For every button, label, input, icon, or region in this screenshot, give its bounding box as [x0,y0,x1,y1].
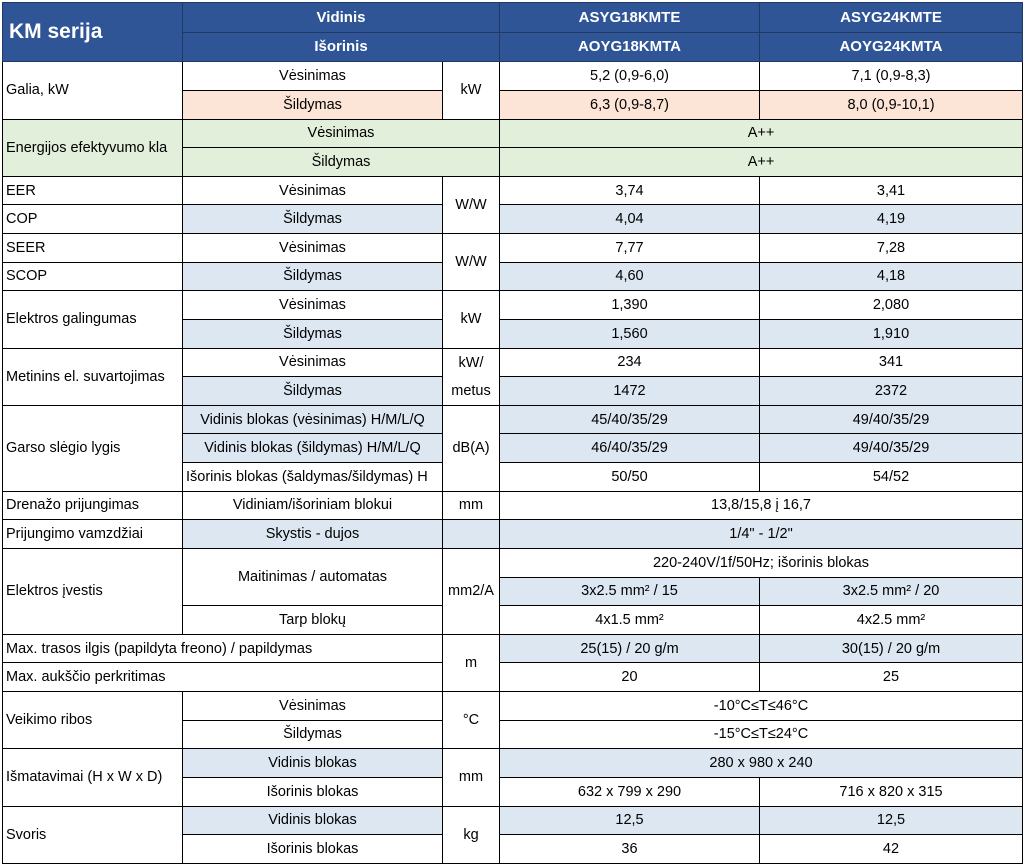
el-input-label: Elektros įvestis [3,548,183,634]
weight-indoor-a: 12,5 [500,806,760,835]
eer-label: EER [3,176,183,205]
el-input-supply-note: 220-240V/1f/50Hz; išorinis blokas [500,548,1023,577]
drain-unit: mm [443,491,500,520]
power-cool-label: Vėsinimas [183,62,443,91]
pipe-len-label: Max. trasos ilgis (papildyta freono) / papildymas [3,634,443,663]
scop-heat-label: Šildymas [183,262,443,291]
dims-outdoor-label: Išorinis blokas [183,777,443,806]
el-input-supply-b: 3x2.5 mm² / 20 [760,577,1023,606]
annual-heat-b: 2372 [760,377,1023,406]
eer-cop-unit: W/W [443,176,500,233]
pipes-sub: Skystis - dujos [183,520,443,549]
table-row [3,491,1023,520]
energy-class-label: Energijos efektyvumo kla [3,119,183,176]
range-heat-value: -15°C≤T≤24°C [500,720,1023,749]
sound-ic-a: 45/40/35/29 [500,405,760,434]
cop-heat-label: Šildymas [183,205,443,234]
power-cool-a: 5,2 (0,9-6,0) [500,62,760,91]
dims-label: Išmatavimai (H x W x D) [3,749,183,806]
drain-value: 13,8/15,8 į 16,7 [500,491,1023,520]
table-row [3,262,1023,291]
sound-label: Garso slėgio lygis [3,405,183,491]
scop-b: 4,18 [760,262,1023,291]
sound-outdoor-label: Išorinis blokas (šaldymas/šildymas) H [183,463,443,492]
cop-label: COP [3,205,183,234]
annual-unit-top: kW/ [443,348,500,377]
model-a-outdoor: AOYG18KMTA [500,32,760,62]
pipe-len-a: 25(15) / 20 g/m [500,634,760,663]
el-power-heat-label: Šildymas [183,319,443,348]
dims-outdoor-a: 632 x 799 x 290 [500,777,760,806]
annual-heat-label: Šildymas [183,377,443,406]
el-input-between-label: Tarp blokų [183,606,443,635]
table-row [3,634,1023,663]
table-row [3,119,1023,148]
outdoor-header: Išorinis [183,32,500,62]
el-input-between-a: 4x1.5 mm² [500,606,760,635]
dims-outdoor-b: 716 x 820 x 315 [760,777,1023,806]
weight-indoor-b: 12,5 [760,806,1023,835]
power-heat-label: Šildymas [183,90,443,119]
seer-label: SEER [3,234,183,263]
el-power-cool-label: Vėsinimas [183,291,443,320]
sound-ih-b: 49/40/35/29 [760,434,1023,463]
eer-cool-label: Vėsinimas [183,176,443,205]
el-power-unit: kW [443,291,500,348]
weight-label: Svoris [3,806,183,863]
pipes-unit-empty [443,520,500,549]
table-row [3,291,1023,320]
annual-cool-a: 234 [500,348,760,377]
el-power-label: Elektros galingumas [3,291,183,348]
seer-scop-unit: W/W [443,234,500,291]
seer-a: 7,77 [500,234,760,263]
scop-label: SCOP [3,262,183,291]
table-row [3,405,1023,434]
header-row-indoor [3,3,1023,33]
eer-a: 3,74 [500,176,760,205]
el-power-cool-b: 2,080 [760,291,1023,320]
range-cool-label: Vėsinimas [183,692,443,721]
model-a-indoor: ASYG18KMTE [500,3,760,33]
dims-indoor-value: 280 x 980 x 240 [500,749,1023,778]
scop-a: 4,60 [500,262,760,291]
pipes-label: Prijungimo vamzdžiai [3,520,183,549]
range-unit: °C [443,692,500,749]
height-a: 20 [500,663,760,692]
table-row [3,205,1023,234]
el-input-supply-label: Maitinimas / automatas [183,548,443,605]
height-b: 25 [760,663,1023,692]
sound-ic-b: 49/40/35/29 [760,405,1023,434]
el-power-heat-b: 1,910 [760,319,1023,348]
power-heat-b: 8,0 (0,9-10,1) [760,90,1023,119]
cop-b: 4,19 [760,205,1023,234]
pipe-len-b: 30(15) / 20 g/m [760,634,1023,663]
series-title: KM serija [3,3,183,62]
annual-label: Metinins el. suvartojimas [3,348,183,405]
energy-cool-value: A++ [500,119,1023,148]
drain-label: Drenažo prijungimas [3,491,183,520]
weight-outdoor-b: 42 [760,835,1023,864]
sound-ih-a: 46/40/35/29 [500,434,760,463]
energy-cool-label: Vėsinimas [183,119,500,148]
annual-cool-label: Vėsinimas [183,348,443,377]
power-heat-a: 6,3 (0,9-8,7) [500,90,760,119]
energy-heat-label: Šildymas [183,148,500,177]
range-heat-label: Šildymas [183,720,443,749]
table-row [3,234,1023,263]
cop-a: 4,04 [500,205,760,234]
dims-indoor-label: Vidinis blokas [183,749,443,778]
eer-b: 3,41 [760,176,1023,205]
table-row [3,548,1023,577]
table-row [3,692,1023,721]
height-label: Max. aukščio perkritimas [3,663,443,692]
indoor-header: Vidinis [183,3,500,33]
table-row [3,348,1023,377]
model-b-indoor: ASYG24KMTE [760,3,1023,33]
sound-o-b: 54/52 [760,463,1023,492]
power-unit: kW [443,62,500,119]
el-input-supply-a: 3x2.5 mm² / 15 [500,577,760,606]
energy-heat-value: A++ [500,148,1023,177]
model-b-outdoor: AOYG24KMTA [760,32,1023,62]
sound-indoor-cool-label: Vidinis blokas (vėsinimas) H/M/L/Q [183,405,443,434]
weight-indoor-label: Vidinis blokas [183,806,443,835]
spec-table [2,2,1023,864]
annual-cool-b: 341 [760,348,1023,377]
table-row [3,749,1023,778]
table-row [3,176,1023,205]
pipe-len-unit: m [443,634,500,691]
seer-b: 7,28 [760,234,1023,263]
table-row [3,806,1023,835]
table-row [3,62,1023,91]
dims-unit: mm [443,749,500,806]
table-row [3,663,1023,692]
drain-sub: Vidiniam/išoriniam blokui [183,491,443,520]
el-input-unit: mm2/A [443,548,500,634]
el-power-cool-a: 1,390 [500,291,760,320]
range-cool-value: -10°C≤T≤46°C [500,692,1023,721]
sound-indoor-heat-label: Vidinis blokas (šildymas) H/M/L/Q [183,434,443,463]
seer-cool-label: Vėsinimas [183,234,443,263]
annual-unit-bottom: metus [443,377,500,406]
weight-outdoor-label: Išorinis blokas [183,835,443,864]
annual-heat-a: 1472 [500,377,760,406]
range-label: Veikimo ribos [3,692,183,749]
power-cool-b: 7,1 (0,9-8,3) [760,62,1023,91]
power-label: Galia, kW [3,62,183,119]
sound-o-a: 50/50 [500,463,760,492]
el-power-heat-a: 1,560 [500,319,760,348]
weight-outdoor-a: 36 [500,835,760,864]
sound-unit: dB(A) [443,405,500,491]
weight-unit: kg [443,806,500,863]
table-row [3,520,1023,549]
el-input-between-b: 4x2.5 mm² [760,606,1023,635]
pipes-value: 1/4" - 1/2" [500,520,1023,549]
